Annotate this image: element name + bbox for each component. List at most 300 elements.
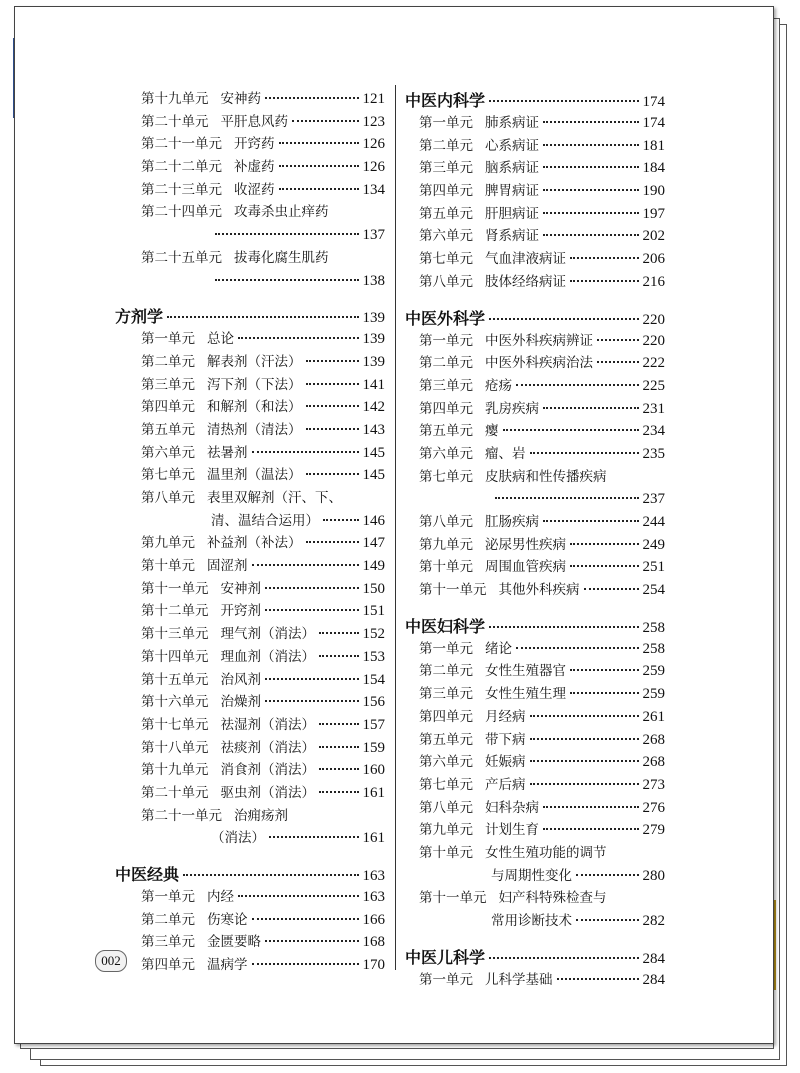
leader-dots [570,692,639,694]
page-ref: 249 [642,536,665,553]
entry-title: 气血津液病证 [485,251,566,268]
section-heading [115,304,385,328]
toc-left-column [115,88,385,977]
page-ref: 268 [642,731,665,748]
page-ref: 268 [642,754,665,771]
column-divider [395,85,396,970]
page-ref: 166 [362,911,385,928]
unit-label: 第二单元 [141,911,195,928]
unit-label: 第六单元 [419,445,473,462]
unit-label: 第二单元 [419,355,473,372]
section-heading [405,88,665,112]
toc-entry [405,180,665,203]
entry-title: 肢体经络病证 [485,273,566,290]
page-ref: 170 [362,957,385,974]
unit-label: 第一单元 [141,331,195,348]
entry-title: 女性生殖功能的调节 [485,844,607,861]
unit-label: 第十五单元 [141,671,209,688]
entry-title: 女性生殖生理 [485,686,566,703]
toc-entry [405,398,665,421]
entry-title: 儿科学基础 [485,971,553,988]
entry-title: 治痈疡剂 [234,807,288,824]
unit-label: 第四单元 [419,400,473,417]
leader-dots [495,497,639,499]
toc-entry-continued [115,224,385,247]
toc-entry-continued [405,488,665,511]
leader-dots [530,760,639,762]
entry-title: 肺系病证 [485,115,539,131]
toc-entry [405,330,665,353]
toc-entry [405,683,665,706]
page-ref: 138 [362,272,385,289]
page-ref: 143 [362,421,385,438]
toc-entry [115,931,385,954]
page-ref: 251 [642,559,665,576]
leader-dots [543,144,639,146]
page-ref: 174 [642,94,665,110]
entry-title: 瘤、岩 [485,445,526,462]
unit-label: 第四单元 [419,708,473,725]
section-title: 方剂学 [115,307,164,327]
unit-label: 第十单元 [419,559,473,576]
unit-label: 第十九单元 [141,91,209,107]
leader-dots [279,165,359,167]
page-ref: 141 [362,376,385,393]
toc-entry [405,203,665,226]
toc-right-column [405,88,665,991]
entry-title: 周围血管疾病 [485,559,566,576]
unit-label: 第七单元 [419,776,473,793]
leader-dots [319,632,359,634]
unit-label: 第二单元 [419,137,473,154]
toc-entry [115,782,385,805]
page-ref: 153 [362,648,385,665]
page-ref: 284 [642,950,665,967]
leader-dots [489,626,638,628]
unit-label: 第六单元 [419,228,473,245]
unit-label: 第八单元 [419,514,473,530]
leader-dots [238,895,359,897]
leader-dots [279,188,359,190]
entry-title: 脑系病证 [485,160,539,177]
entry-title: 收涩药 [234,181,275,198]
page-ref: 123 [362,113,385,130]
page-ref: 161 [362,784,385,801]
toc-entry [405,352,665,375]
toc-entry [405,751,665,774]
leader-dots [306,360,359,362]
entry-title: 肛肠疾病 [485,514,539,530]
unit-label: 第二十一单元 [141,807,222,824]
unit-label: 第七单元 [419,468,473,485]
page-ref: 174 [642,115,665,131]
section-heading [405,614,665,638]
leader-dots [319,791,359,793]
toc-entry [405,579,665,602]
unit-label: 第二十二单元 [141,159,222,176]
entry-title: 女性生殖器官 [485,663,566,680]
leader-dots [306,405,359,407]
entry-title: 开窍剂 [220,603,261,620]
entry-title: 祛痰剂（消法） [220,739,315,756]
entry-title: 妊娠病 [485,754,526,771]
leader-dots [265,700,359,702]
entry-title: 总论 [207,331,234,348]
leader-dots [265,609,359,611]
page-ref: 159 [362,739,385,756]
unit-label: 第四单元 [419,183,473,200]
unit-label: 第一单元 [141,889,195,905]
entry-title: 中医外科疾病辨证 [485,332,593,349]
page-ref: 259 [642,686,665,703]
toc-entry [405,842,665,865]
page-ref: 284 [642,971,665,988]
page-ref: 149 [362,558,385,575]
toc-entry [115,487,385,510]
entry-title: 温里剂（温法） [207,467,302,484]
toc-entry [405,729,665,752]
entry-title: 妇产科特殊检查与 [498,890,607,907]
page-ref: 157 [362,716,385,733]
unit-label: 第十六单元 [141,694,209,711]
unit-label: 第十三单元 [141,626,209,643]
unit-label: 第五单元 [419,423,473,440]
leader-dots [167,316,358,318]
unit-label: 第七单元 [419,251,473,268]
entry-title: 绪论 [485,640,512,657]
entry-title: 带下病 [485,731,526,748]
leader-dots [570,565,639,567]
leader-dots [543,234,639,236]
entry-title: 安神药 [220,91,261,107]
toc-entry-continued [115,827,385,850]
toc-entry [115,396,385,419]
page-ref: 161 [362,830,385,847]
section-title: 中医经典 [115,865,180,884]
unit-label: 第七单元 [141,467,195,484]
page-ref: 206 [642,251,665,268]
leader-dots [516,384,639,386]
unit-label: 第三单元 [141,376,195,393]
leader-dots [306,541,359,543]
leader-dots [252,963,359,965]
toc-entry [405,797,665,820]
entry-title: 补益剂（补法） [207,535,302,552]
unit-label: 第二十一单元 [141,136,222,153]
toc-entry [115,909,385,932]
toc-entry [405,271,665,294]
page-ref: 237 [642,491,665,508]
leader-dots [543,828,639,830]
entry-title: 金匮要略 [207,934,261,951]
unit-label: 第八单元 [419,273,473,290]
entry-title: 妇科杂病 [485,799,539,816]
entry-title: 清热剂（清法） [207,421,302,438]
toc-entry [115,714,385,737]
unit-label: 第二十单元 [141,113,209,130]
unit-label: 第三单元 [141,934,195,951]
entry-title: 乳房疾病 [485,400,539,417]
unit-label: 第十单元 [141,558,195,575]
page-ref: 197 [642,205,665,222]
toc-entry [115,691,385,714]
unit-label: 第二十单元 [141,784,209,801]
unit-label: 第五单元 [419,731,473,748]
leader-dots [597,361,639,363]
leader-dots [557,978,639,980]
page-ref: 280 [642,867,665,884]
toc-entry-continued [115,510,385,533]
toc-entry [405,660,665,683]
entry-title: 平肝息风药 [220,113,288,130]
section-title: 中医妇科学 [405,616,486,636]
section-heading [405,306,665,330]
page-ref: 145 [362,444,385,461]
unit-label: 第八单元 [419,799,473,816]
leader-dots [279,142,359,144]
unit-label: 第一单元 [419,332,473,349]
page-ref: 150 [362,580,385,597]
unit-label: 第三单元 [419,686,473,703]
toc-entry [405,225,665,248]
page-ref: 184 [642,160,665,177]
page-ref: 225 [642,377,665,394]
unit-label: 第五单元 [419,205,473,222]
unit-label: 第六单元 [141,444,195,461]
toc-entry [115,464,385,487]
toc-entry [405,248,665,271]
entry-title: 消食剂（消法） [220,762,315,779]
leader-dots [584,588,639,590]
section-title: 中医内科学 [405,91,486,110]
toc-entry [115,133,385,156]
entry-title: 皮肤病和性传播疾病 [485,468,607,485]
section-title: 中医外科学 [405,308,486,328]
leader-dots [530,715,639,717]
leader-dots [319,655,359,657]
page-ref: 154 [362,671,385,688]
leader-dots [543,166,639,168]
toc-entry [405,887,665,910]
toc-entry [115,954,385,977]
page-ref: 259 [642,663,665,680]
entry-title: 表里双解剂（汗、下、 [207,490,342,506]
leader-dots [265,678,359,680]
page-ref: 190 [642,183,665,200]
entry-title: 泻下剂（下法） [207,376,302,393]
entry-title: 固涩剂 [207,558,248,575]
leader-dots [503,429,639,431]
leader-dots [530,452,639,454]
entry-title: 攻毒杀虫止痒药 [234,204,329,221]
unit-label: 第二十三单元 [141,181,222,198]
page-ref: 147 [362,535,385,552]
toc-entry [405,556,665,579]
entry-title: 肾系病证 [485,228,539,245]
leader-dots [269,836,359,838]
section-title: 中医儿科学 [405,947,486,967]
leader-dots [252,451,359,453]
entry-title: 治风剂 [220,671,261,688]
toc-entry [405,157,665,180]
page-ref: 202 [642,228,665,245]
leader-dots [570,257,639,259]
toc-entry [405,375,665,398]
entry-title: 理气剂（消法） [220,626,315,643]
toc-entry [115,886,385,909]
unit-label: 第二十五单元 [141,249,222,266]
entry-title: 脾胃病证 [485,183,539,200]
leader-dots [265,940,359,942]
toc-entry-continued [115,270,385,293]
unit-label: 第二单元 [419,663,473,680]
toc-entry [405,819,665,842]
entry-title: 祛湿剂（消法） [220,716,315,733]
unit-label: 第一单元 [419,640,473,657]
unit-label: 第九单元 [419,536,473,553]
leader-dots [238,337,359,339]
page-ref: 181 [642,137,665,154]
toc-entry [115,759,385,782]
toc-entry [115,737,385,760]
leader-dots [543,806,639,808]
toc-entry [405,774,665,797]
leader-dots [576,874,639,876]
leader-dots [543,407,639,409]
page-ref: 231 [642,400,665,417]
toc-entry-continued [405,910,665,933]
leader-dots [306,383,359,385]
page-ref: 258 [642,640,665,657]
leader-dots [570,669,639,671]
page-ref: 139 [362,331,385,348]
toc-entry [115,201,385,224]
unit-label: 第四单元 [141,957,195,974]
toc-entry [405,443,665,466]
leader-dots [543,212,639,214]
toc-entry [405,638,665,661]
page-ref: 254 [642,582,665,599]
toc-entry-continued [405,865,665,888]
page-ref: 134 [362,181,385,198]
page-ref: 126 [362,136,385,153]
leader-dots [543,189,639,191]
leader-dots [215,233,359,235]
entry-title: 泌尿男性疾病 [485,536,566,553]
page-ref: 216 [642,273,665,290]
page-ref: 258 [642,619,665,636]
leader-dots [252,564,359,566]
leader-dots [530,783,639,785]
page-ref: 276 [642,799,665,816]
leader-dots [530,738,639,740]
page-ref: 244 [642,514,665,530]
entry-title: 开窍药 [234,136,275,153]
leader-dots [265,587,359,589]
toc-entry [115,179,385,202]
toc-entry [115,88,385,111]
toc-entry [115,111,385,134]
leader-dots [323,519,359,521]
unit-label: 第二十四单元 [141,204,222,221]
entry-title: 产后病 [485,776,526,793]
entry-title-continued: （消法） [211,830,265,847]
leader-dots [215,279,359,281]
entry-title: 温病学 [207,957,248,974]
entry-title: 心系病证 [485,137,539,154]
unit-label: 第十一单元 [419,582,487,599]
entry-title: 伤寒论 [207,911,248,928]
page-ref: 168 [362,934,385,951]
page-ref: 222 [642,355,665,372]
unit-label: 第十七单元 [141,716,209,733]
toc-entry [115,532,385,555]
unit-label: 第十一单元 [141,580,209,597]
toc-entry [405,112,665,135]
entry-title: 肝胆病证 [485,205,539,222]
toc-entry [115,578,385,601]
page-ref: 142 [362,399,385,416]
toc-entry [405,969,665,992]
toc-entry [115,419,385,442]
page-ref: 139 [362,353,385,370]
page-ref: 146 [362,512,385,529]
entry-title: 和解剂（和法） [207,399,302,416]
unit-label: 第三单元 [419,377,473,394]
unit-label: 第十四单元 [141,648,209,665]
leader-dots [489,318,638,320]
unit-label: 第一单元 [419,971,473,988]
entry-title: 疮疡 [485,377,512,394]
toc-entry [405,511,665,534]
leader-dots [570,543,639,545]
leader-dots [489,957,638,959]
unit-label: 第八单元 [141,490,195,506]
entry-title: 安神剂 [220,580,261,597]
page-ref: 121 [362,91,385,107]
toc-entry [115,669,385,692]
leader-dots [319,768,359,770]
section-heading [405,945,665,969]
entry-title: 拔毒化腐生肌药 [234,249,329,266]
toc-entry [115,442,385,465]
entry-title: 内经 [207,889,234,905]
leader-dots [489,100,638,102]
page-number: 002 [95,950,127,972]
entry-title: 月经病 [485,708,526,725]
page-ref: 126 [362,159,385,176]
entry-title: 祛暑剂 [207,444,248,461]
page-ref: 282 [642,913,665,929]
page-ref: 279 [642,822,665,839]
leader-dots [292,120,359,122]
page-ref: 160 [362,762,385,779]
page-ref: 234 [642,423,665,440]
entry-title: 中医外科疾病治法 [485,355,593,372]
page-ref: 273 [642,776,665,793]
toc-entry [115,156,385,179]
entry-title-continued: 常用诊断技术 [491,913,572,929]
page-ref: 261 [642,708,665,725]
page-ref: 139 [362,310,385,327]
leader-dots [183,874,358,876]
toc-entry [115,328,385,351]
unit-label: 第十九单元 [141,762,209,779]
page-ref: 163 [362,868,385,884]
toc-entry [115,646,385,669]
entry-title: 计划生育 [485,822,539,839]
unit-label: 第三单元 [419,160,473,177]
